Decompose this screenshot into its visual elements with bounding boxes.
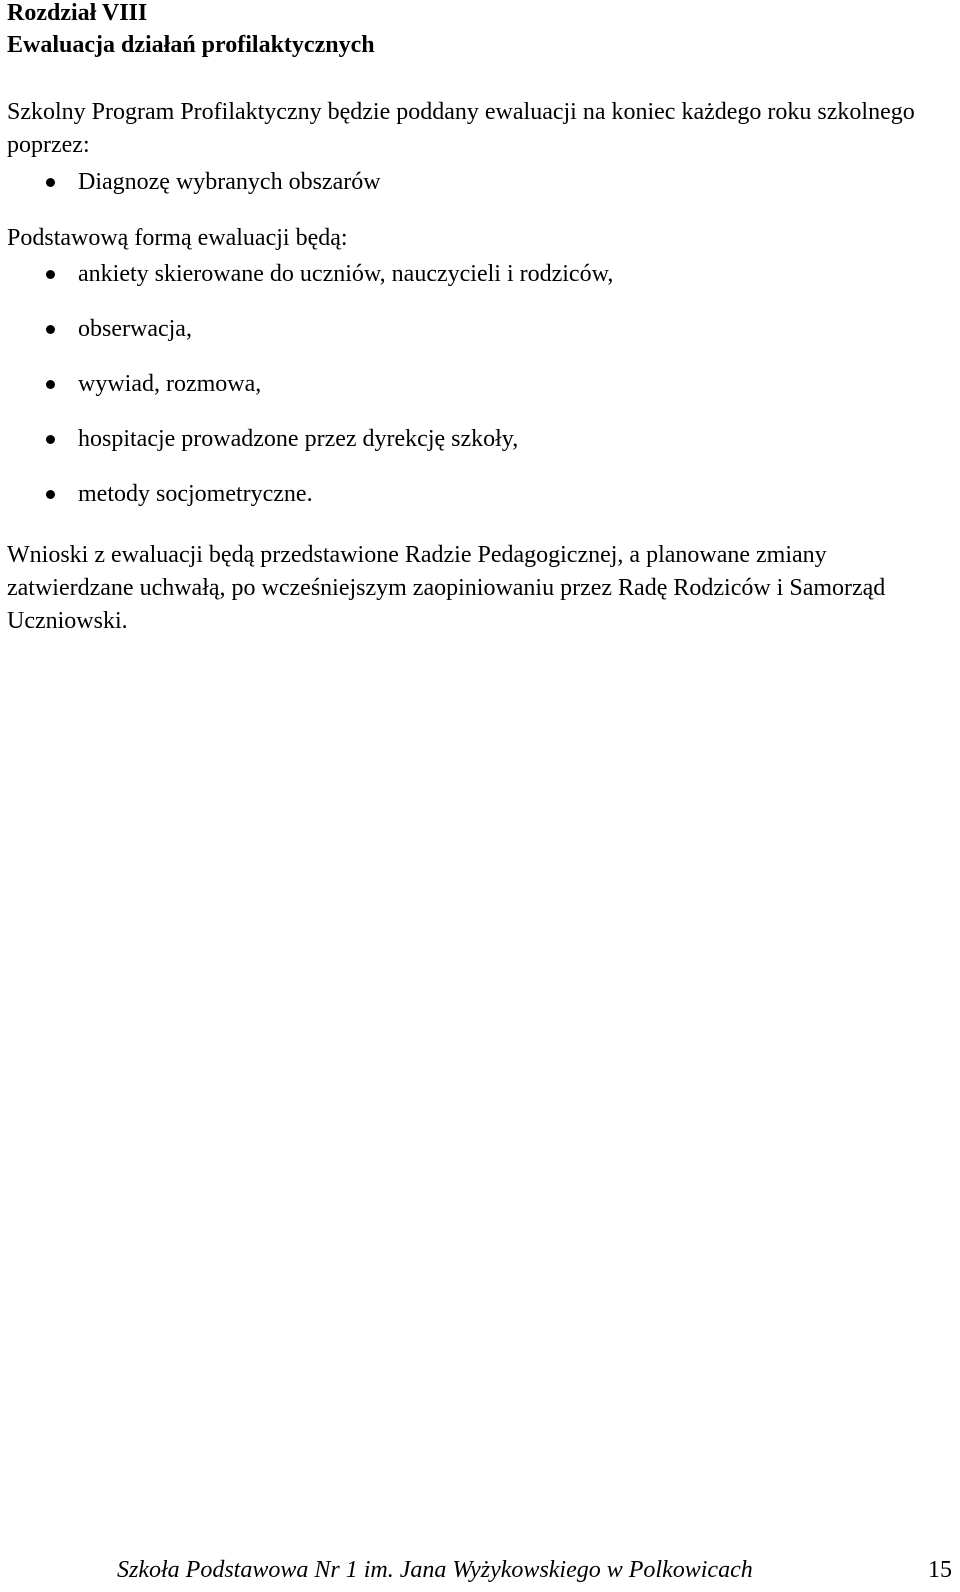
bullet-icon <box>46 325 55 334</box>
page-number: 15 <box>928 1557 952 1583</box>
section-title: Ewaluacja działań profilaktycznych <box>7 32 375 58</box>
list-item-text: metody socjometryczne. <box>78 481 313 507</box>
forms-paragraph: Podstawową formą ewaluacji będą: <box>7 225 348 251</box>
chapter-heading: Rozdział VIII <box>7 0 148 26</box>
bullet-icon <box>46 380 55 389</box>
bullet-icon <box>46 435 55 444</box>
bullet-icon <box>46 270 55 279</box>
intro-paragraph: Szkolny Program Profilaktyczny będzie poddany ewaluacji na koniec każdego roku szkolnego poprzez: <box>7 99 915 158</box>
conclusions-paragraph: Wnioski z ewaluacji będą przedstawione Radzie Pedagogicznej, a planowane zmiany zatwierdzane uchwałą, po wcześniejszym zaopiniowaniu przez Radę Rodziców i Samorząd Uczniowski. <box>7 542 886 634</box>
list-item-text: ankiety skierowane do uczniów, nauczycieli i rodziców, <box>78 261 614 287</box>
bullet-icon <box>46 178 55 187</box>
list-item-text: obserwacja, <box>78 316 192 342</box>
page-footer <box>0 1550 960 1590</box>
bullet-icon <box>46 490 55 499</box>
list-item-text: wywiad, rozmowa, <box>78 371 262 397</box>
list-item-text: hospitacje prowadzone przez dyrekcję szkoły, <box>78 426 519 452</box>
footer-school-name: Szkoła Podstawowa Nr 1 im. Jana Wyżykowskiego w Polkowicach <box>117 1557 753 1583</box>
list-item-text: Diagnozę wybranych obszarów <box>78 169 381 195</box>
